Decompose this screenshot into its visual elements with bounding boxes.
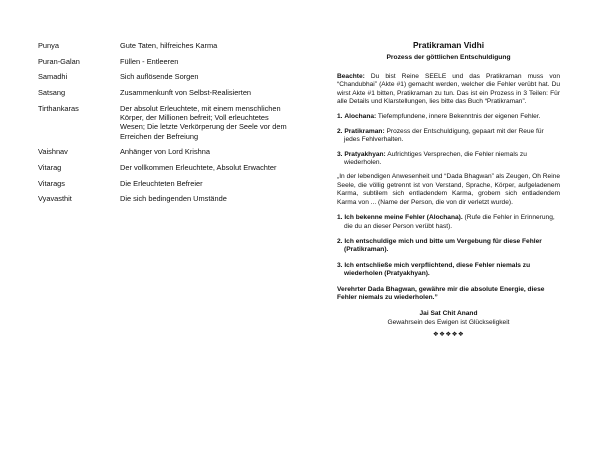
glossary-row (38, 104, 300, 141)
vow-item (337, 214, 560, 231)
ornament-icon: ❖❖❖❖❖ (432, 331, 465, 339)
step-label: Alochana: (344, 113, 377, 121)
vow-number: 3. (337, 261, 343, 269)
page-title: Pratikraman Vidhi (412, 40, 485, 50)
pratikraman-content (337, 41, 560, 340)
step-item (337, 151, 560, 168)
step-text: Prozess der Entschuldigung, gepaart mit der Reue für jedes Fehlverhalten. (344, 127, 544, 144)
glossary-term: Punya (38, 41, 59, 50)
step-label: Pratyakhyan: (344, 150, 386, 158)
glossary-definition: Der absolut Erleuchtete, mit einem menschlichen Körper, der Millionen befreit; Voll erleuchtetes Wesen; Die letzte Verkörperung der Seele vor dem Erreichen der Befreiung (120, 103, 287, 141)
step-number: 2. (337, 127, 343, 135)
glossary-term: Tirthankaras (38, 103, 79, 113)
vow-number: 1. (337, 214, 343, 222)
step-item (337, 128, 560, 145)
step-number: 1. (337, 113, 343, 121)
intro-text: Du bist Reine SEELE und das Pratikraman muss von “Chandubhai” (Akte #1) gemacht werden, welcher die Fehler verübt hat. Du wirst Akte #1 bitten, Pratikraman zu tun. Das ist ein Prozess in 3 Teilen: Für alle Details und Klarstellungen, lies bitte das Buch “Pratikraman”. (337, 72, 560, 106)
right-page (300, 0, 600, 465)
step-text: Tiefempfundene, innere Bekenntnis der eigenen Fehler. (376, 113, 541, 121)
page-subtitle: Prozess der göttlichen Entschuldigung (386, 54, 511, 62)
glossary-term: Satsang (38, 88, 66, 98)
vow-text: Ich bekenne meine Fehler (Alochana). (344, 214, 463, 222)
glossary (38, 41, 300, 210)
glossary-term: Vaishnav (38, 147, 68, 157)
invocation-paragraph: „In der lebendigen Anwesenheit und “Dada Bhagwan” als Zeugen, Oh Reine Seele, die völlig getrennt ist von Verstand, Sprache, Körper, aufgeladenem Karma, subtilem sich entladendem Karma, grobem sich entladendem Karma von ... (Name der Person, die von dir verletzt wurde). (337, 173, 560, 206)
glossary-definition: Zusammenkunft von Selbst-Realisierten (120, 88, 252, 98)
glossary-definition: Die Erleuchteten Befreier (120, 178, 203, 188)
glossary-term: Vitarags (38, 178, 65, 188)
glossary-definition: Der vollkommen Erleuchtete, Absolut Erwachter (120, 163, 277, 173)
glossary-row (38, 179, 300, 188)
vow-text: Ich entschließe mich verpflichtend, diese Fehler niemals zu wiederholen (Pratyakhyan). (344, 261, 531, 278)
glossary-definition: Gute Taten, hilfreiches Karma (120, 41, 218, 50)
glossary-term: Samadhi (38, 72, 68, 82)
glossary-definition: Die sich bedingenden Umstände (120, 194, 227, 204)
vow-item (337, 262, 560, 279)
glossary-definition: Sich auflösende Sorgen (120, 72, 199, 82)
step-number: 3. (337, 150, 343, 158)
glossary-definition: Füllen - Entleeren (120, 56, 179, 66)
step-text: Aufrichtiges Versprechen, die Fehler niemals zu wiederholen. (344, 150, 527, 167)
glossary-row (38, 147, 300, 156)
step-item (337, 113, 560, 121)
vow-item (337, 238, 560, 255)
glossary-row (38, 57, 300, 66)
closing-prayer: Verehrter Dada Bhagwan, gewähre mir die absolute Energie, diese Fehler niemals zu wiederholen.” (337, 285, 545, 301)
intro-paragraph (337, 73, 560, 107)
glossary-row (38, 163, 300, 172)
vow-note: (Rufe die Fehler in Erinnerung, die du an dieser Person verübt hast). (344, 214, 555, 230)
glossary-row (38, 41, 300, 50)
signature-subtitle: Gewahrsein des Ewigen ist Glückseligkeit (387, 318, 510, 326)
vow-text: Ich entschuldige mich und bitte um Vergebung für diese Fehler (Pratikraman). (344, 237, 542, 254)
glossary-row (38, 88, 300, 97)
glossary-row (38, 194, 300, 203)
glossary-row (38, 72, 300, 81)
glossary-definition: Anhänger von Lord Krishna (120, 147, 210, 157)
glossary-term: Vitarag (38, 163, 62, 173)
step-label: Pratikraman: (344, 127, 385, 135)
vow-number: 2. (337, 237, 343, 245)
glossary-term: Vyavasthit (38, 194, 72, 204)
intro-label: Beachte: (337, 72, 365, 80)
signature-title: Jai Sat Chit Anand (419, 310, 478, 318)
glossary-term: Puran-Galan (38, 56, 80, 66)
